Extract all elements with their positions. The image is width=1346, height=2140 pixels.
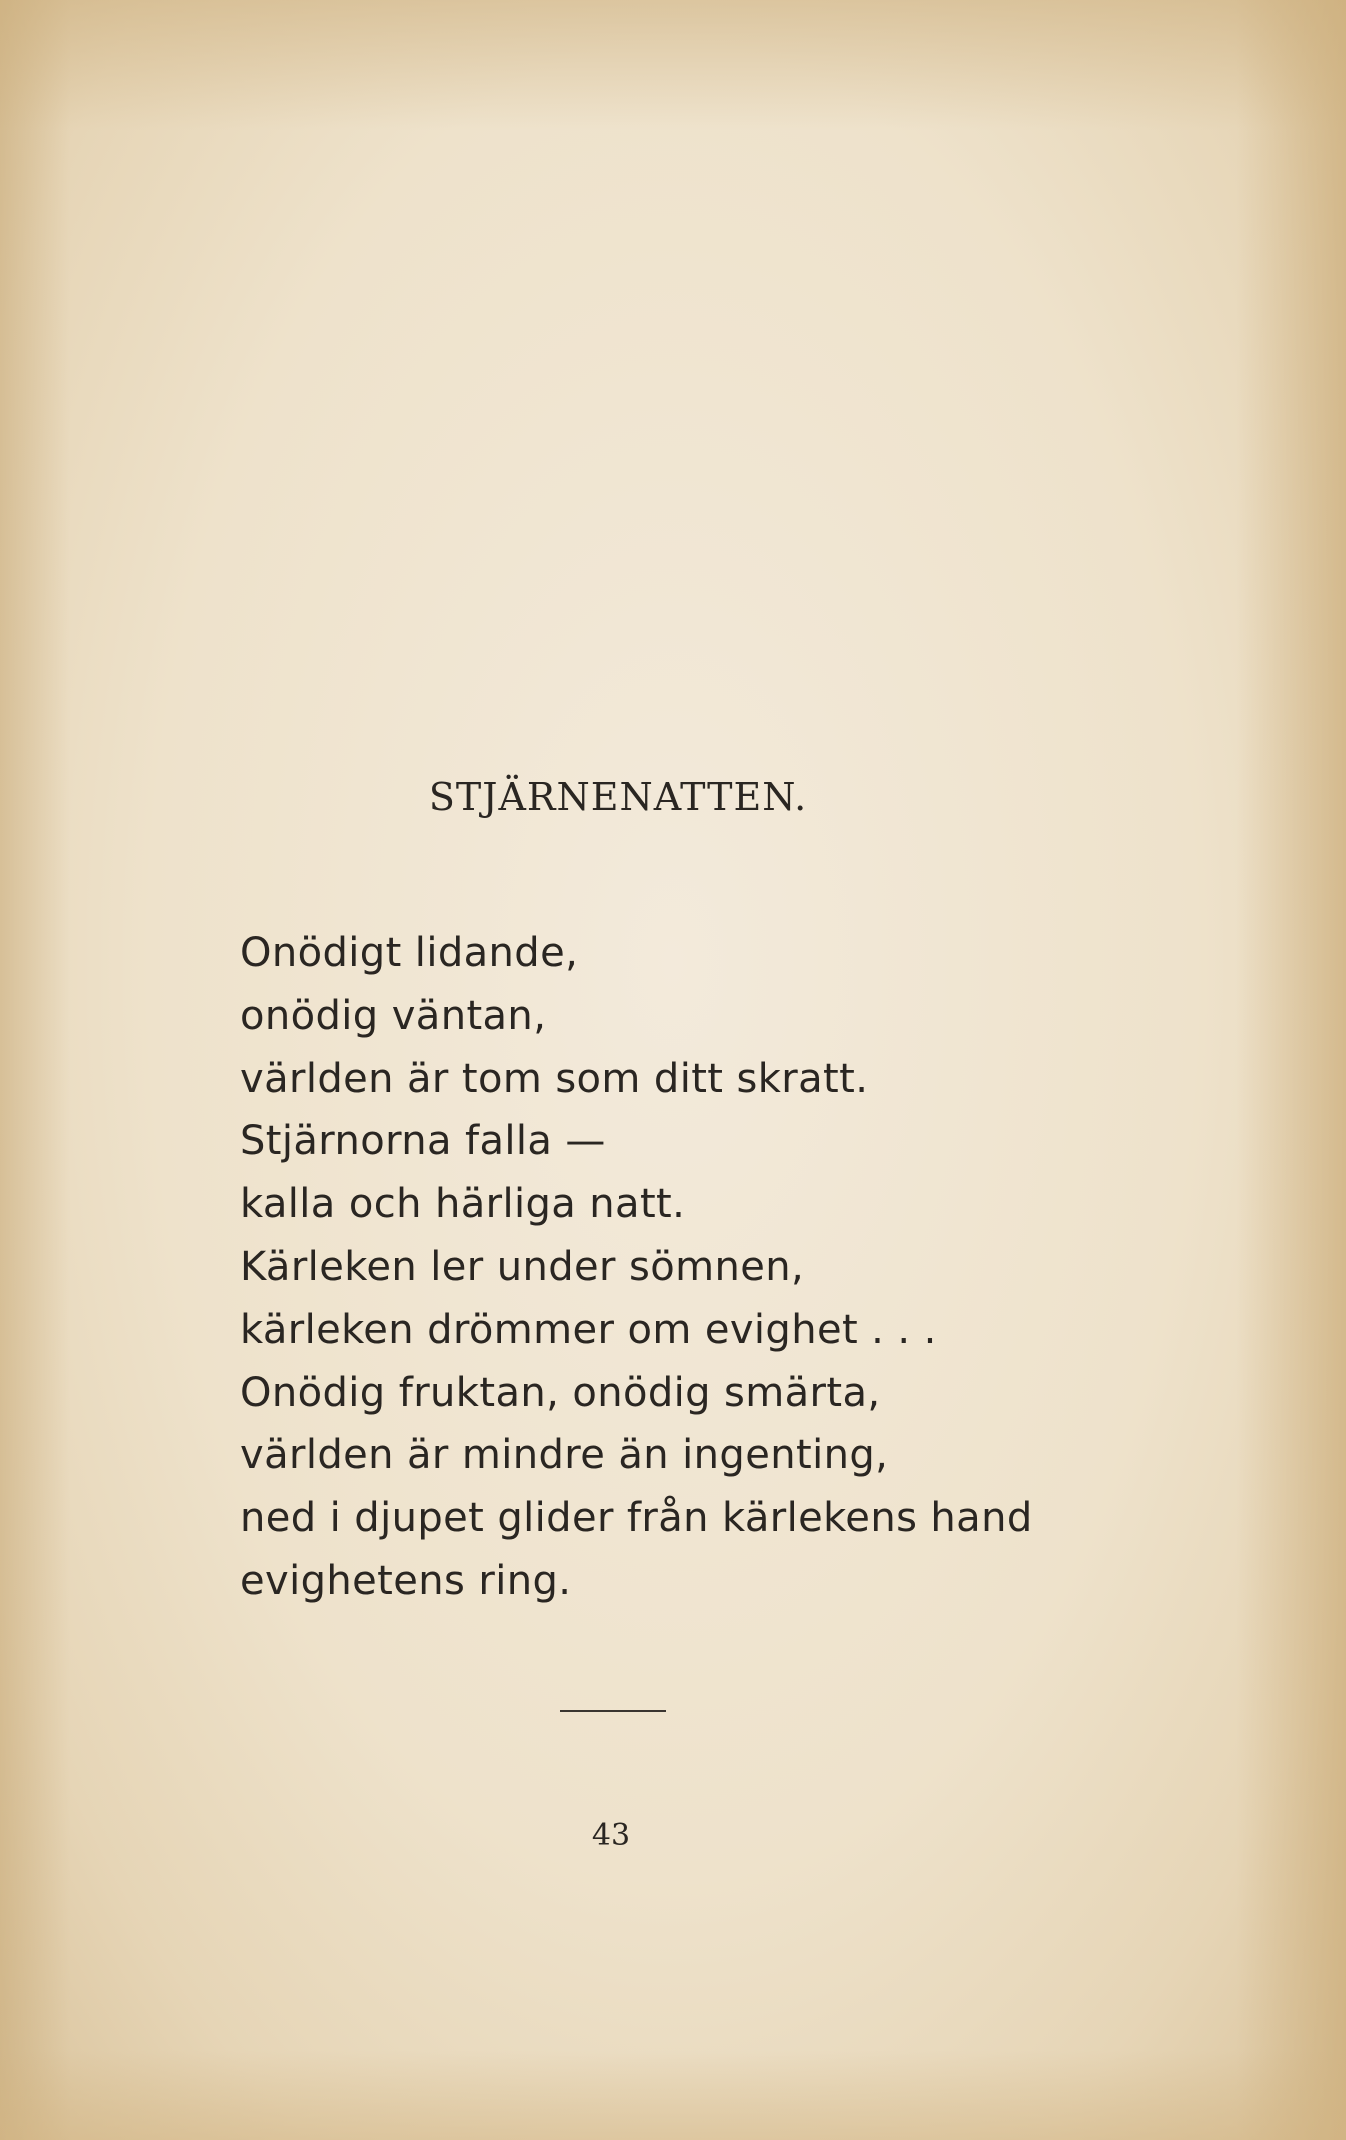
poem-line: kalla och härliga natt. — [240, 1181, 686, 1228]
poem-line: världen är tom som ditt skratt. — [240, 1055, 869, 1102]
poem-line: Onödigt lidande, — [240, 930, 579, 976]
page-shadow-bottom — [0, 2050, 1346, 2140]
poem-line: Stjärnorna falla — — [240, 1118, 606, 1165]
poem-line: onödig väntan, — [240, 992, 547, 1039]
page-shadow-top — [0, 0, 1346, 130]
poem-line: Kärleken ler under sömnen, — [240, 1243, 805, 1290]
end-divider — [560, 1710, 666, 1712]
poem-line: Onödig fruktan, onödig smärta, — [240, 1369, 881, 1416]
poem-body — [240, 922, 1033, 1613]
poem-line: ned i djupet glider från kärlekens hand — [240, 1495, 1033, 1542]
page-shadow-right — [1236, 0, 1346, 2140]
poem-line: kärleken drömmer om evighet . . . — [240, 1306, 937, 1353]
poem-line: världen är mindre än ingenting, — [240, 1432, 889, 1479]
poem-line: evighetens ring. — [240, 1557, 572, 1604]
page-number: 43 — [591, 1818, 631, 1853]
poem-title: STJÄRNENATTEN. — [428, 775, 808, 819]
